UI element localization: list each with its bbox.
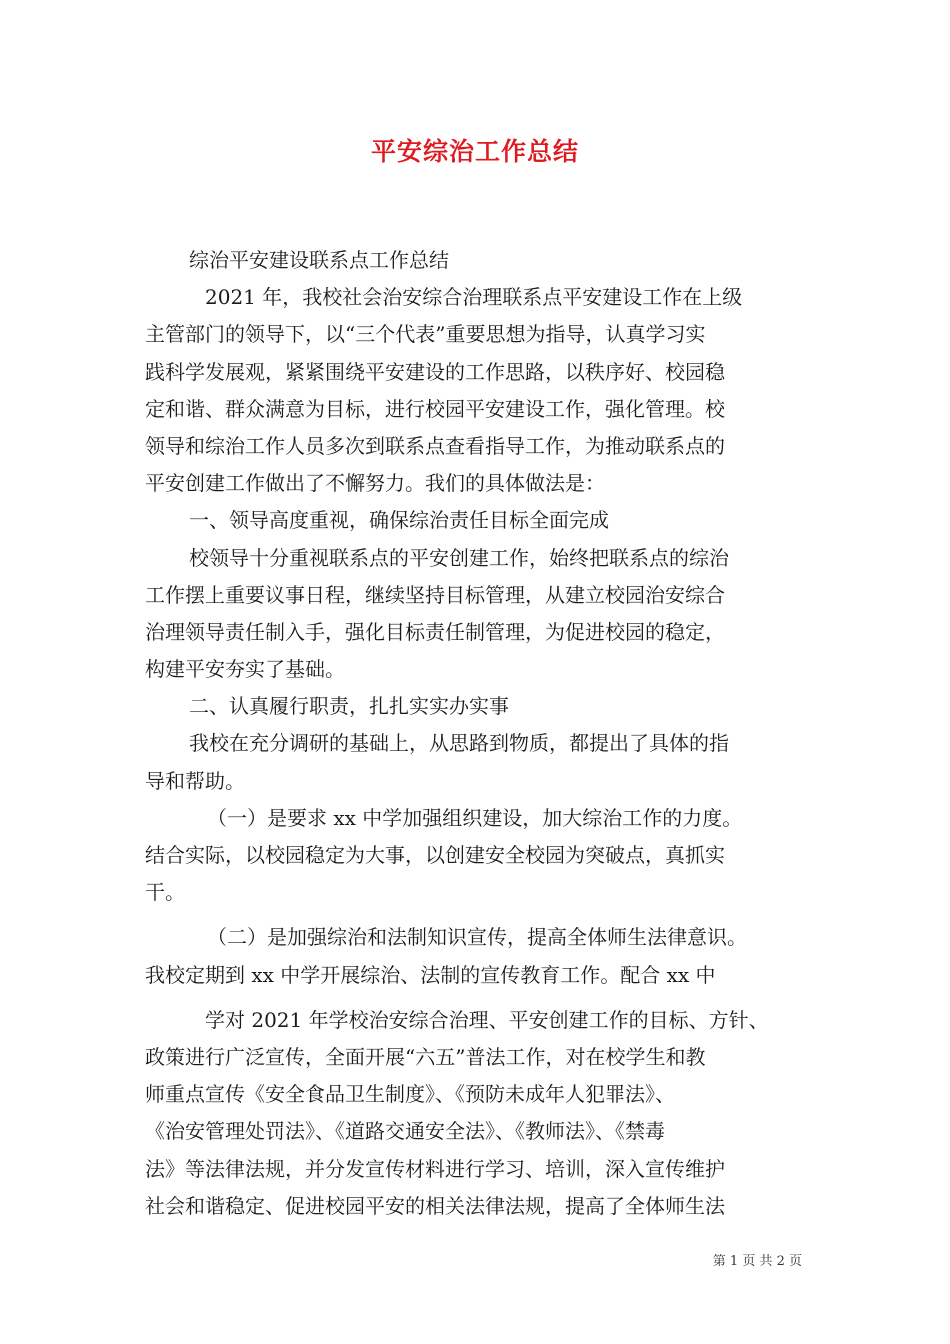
paragraph-gap: [145, 911, 815, 919]
text-line: 干。: [145, 880, 185, 905]
text-line: 工作摆上重要议事日程，继续坚持目标管理，从建立校园治安综合: [145, 582, 725, 607]
text-line: 社会和谐稳定、促进校园平安的相关法律法规，提高了全体师生法: [145, 1193, 725, 1218]
text-line: 领导和综治工作人员多次到联系点查看指导工作，为推动联系点的: [145, 433, 725, 458]
text-line: 法》等法律法规，并分发宣传材料进行学习、培训，深入宣传维护: [145, 1156, 725, 1181]
document-body: [145, 242, 815, 1225]
text-line: 平安创建工作做出了不懈努力。我们的具体做法是：: [145, 471, 605, 496]
paragraph-gap: [145, 994, 815, 1002]
text-line: 综治平安建设联系点工作总结: [189, 248, 449, 272]
text-line: 校领导十分重视联系点的平安创建工作，始终把联系点的综治: [189, 545, 729, 570]
page-indicator: 第 1 页 共 2 页: [712, 1254, 802, 1269]
text-line: 《治安管理处罚法》、《道路交通安全法》、《教师法》、《禁毒: [145, 1119, 665, 1144]
text-line: 二、认真履行职责，扎扎实实办实事: [189, 694, 509, 719]
text-line: 定和谐、群众满意为目标，进行校园平安建设工作，强化管理。校: [145, 396, 725, 421]
text-line: 构建平安夯实了基础。: [145, 657, 345, 682]
text-line: 政策进行广泛宣传，全面开展“六五”普法工作，对在校学生和教: [145, 1044, 706, 1069]
text-line: 我校定期到 xx 中学开展综治、法制的宣传教育工作。配合 xx 中: [145, 962, 716, 987]
text-line: 我校在充分调研的基础上，从思路到物质，都提出了具体的指: [189, 731, 729, 756]
text-line: 结合实际，以校园稳定为大事，以创建安全校园为突破点，真抓实: [145, 843, 725, 867]
text-line: 师重点宣传《安全食品卫生制度》、《预防未成年人犯罪法》、: [145, 1082, 675, 1107]
text-line: 一、领导高度重视，确保综治责任目标全面完成: [189, 508, 609, 533]
page-title: 平安综治工作总结: [370, 137, 579, 166]
text-line: 主管部门的领导下，以“三个代表”重要思想为指导，认真学习实: [145, 322, 706, 347]
text-line: 学对 2021 年学校治安综合治理、平安创建工作的目标、方针、: [205, 1007, 769, 1032]
text-line: 导和帮助。: [145, 768, 245, 793]
text-line: 治理领导责任制入手，强化目标责任制管理，为促进校园的稳定，: [145, 619, 725, 644]
text-line: 践科学发展观，紧紧围绕平安建设的工作思路，以秩序好、校园稳: [145, 359, 725, 384]
text-line: （一）是要求 xx 中学加强组织建设，加大综治工作的力度。: [207, 805, 743, 830]
text-line: （二）是加强综治和法制知识宣传，提高全体师生法律意识。: [207, 925, 747, 950]
text-line: 2021 年，我校社会治安综合治理联系点平安建设工作在上级: [205, 285, 743, 310]
